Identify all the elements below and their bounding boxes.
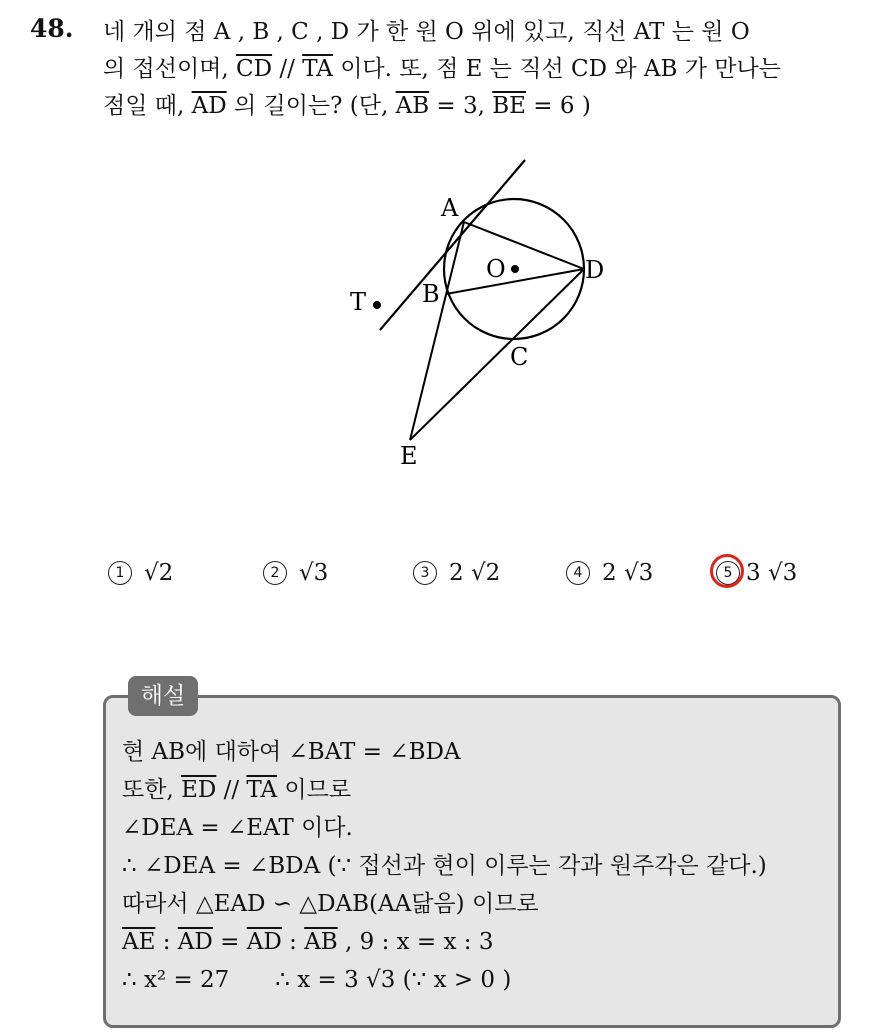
question-text <box>103 14 873 125</box>
geometry-svg <box>340 150 610 480</box>
solution-line-7 <box>122 961 842 999</box>
choice-3-marker: 3 <box>413 561 437 585</box>
question-line-3 <box>103 88 873 125</box>
question-number: 48. <box>30 14 74 43</box>
sol-result-x-squared: ∴ x² = 27 <box>122 967 230 993</box>
solution-line-4: ∴ ∠DEA = ∠BDA (∵ 접선과 현이 이루는 각과 원주각은 같다.) <box>122 853 767 879</box>
label-d: D <box>585 256 605 284</box>
label-c: C <box>510 343 529 371</box>
choice-5-marker-wrap <box>716 560 746 586</box>
choice-1[interactable] <box>108 560 173 586</box>
q-text-segment: = 3, <box>429 93 493 119</box>
solution-tag: 해설 <box>128 676 198 716</box>
choice-5[interactable] <box>716 560 797 586</box>
segment-ta: $\overline{TA}$ <box>302 56 333 82</box>
q-text-segment: 의 길이는? (단, <box>226 93 396 119</box>
choice-3-text: 2 √2 <box>449 560 501 586</box>
segment-ad: $\overline{AD}$ <box>191 93 227 119</box>
label-b: B <box>422 280 440 308</box>
segment-ed: $\overline{ED}$ <box>181 777 217 803</box>
choice-5-marker: 5 <box>716 561 740 585</box>
q-text-segment: 의 접선이며, <box>103 56 237 82</box>
sol-text-segment: : <box>281 929 305 955</box>
solution-text <box>122 733 842 999</box>
sol-text-segment: 또한, <box>122 777 182 803</box>
center-point-o <box>511 265 519 273</box>
solution-line-6 <box>122 923 842 961</box>
solution-line-3: ∠DEA = ∠EAT 이다. <box>122 815 353 841</box>
choice-1-marker: 1 <box>108 561 132 585</box>
segment-ab: $\overline{AB}$ <box>304 929 338 955</box>
answer-choices <box>108 556 828 596</box>
segment-cd: $\overline{CD}$ <box>236 56 273 82</box>
question-line-1: 네 개의 점 A , B , C , D 가 한 원 O 위에 있고, 직선 AT 는 원 O <box>103 19 750 45</box>
parallel-symbol: // <box>216 777 247 803</box>
label-e: E <box>400 442 418 470</box>
question-line-2 <box>103 51 873 88</box>
choice-4-text: 2 √3 <box>602 560 654 586</box>
choice-4[interactable] <box>566 560 653 586</box>
solution-line-2 <box>122 771 842 809</box>
chord-ad <box>464 222 584 269</box>
solution-line-5: 따라서 △EAD ∽ △DAB(AA닮음) 이므로 <box>122 891 539 917</box>
choice-2-text: √3 <box>299 560 329 586</box>
q-text-segment: 이다. 또, 점 E 는 직선 CD 와 AB 가 만나는 <box>332 56 781 82</box>
choice-4-marker: 4 <box>566 561 590 585</box>
segment-ta: $\overline{TA}$ <box>246 777 278 803</box>
segment-ad: $\overline{AD}$ <box>177 929 213 955</box>
segment-ae: $\overline{AE}$ <box>122 929 156 955</box>
label-a: A <box>441 194 459 222</box>
sol-text-segment: : <box>155 929 178 955</box>
parallel-symbol: // <box>272 56 303 82</box>
segment-ab: $\overline{AB}$ <box>395 93 430 119</box>
solution-line-1: 현 AB에 대하여 ∠BAT = ∠BDA <box>122 739 461 765</box>
label-o: O <box>486 255 506 283</box>
sol-text-segment: , 9 : x = x : 3 <box>337 929 494 955</box>
choice-5-text: 3 √3 <box>746 560 798 586</box>
line-ae <box>410 222 464 440</box>
selected-answer-circle <box>710 554 744 588</box>
point-t <box>373 301 381 309</box>
sol-text-segment: = <box>212 929 247 955</box>
label-t: T <box>350 288 367 316</box>
q-text-segment: = 6 ) <box>525 93 591 119</box>
choice-1-text: √2 <box>144 560 174 586</box>
choice-2[interactable] <box>263 560 328 586</box>
sol-result-x: ∴ x = 3 √3 (∵ x > 0 ) <box>275 967 512 993</box>
choice-3[interactable] <box>413 560 500 586</box>
choice-2-marker: 2 <box>263 561 287 585</box>
segment-be: $\overline{BE}$ <box>492 93 526 119</box>
segment-ad: $\overline{AD}$ <box>246 929 282 955</box>
sol-text-segment: 이므로 <box>277 777 352 803</box>
geometry-figure <box>340 150 610 480</box>
q-text-segment: 점일 때, <box>103 93 192 119</box>
